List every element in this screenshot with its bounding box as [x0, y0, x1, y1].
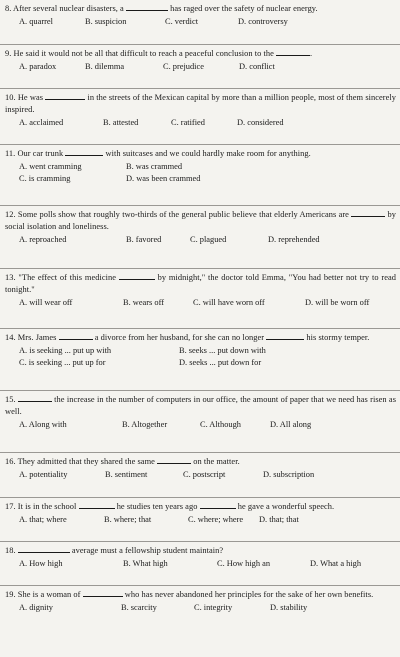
option-d[interactable]: D. All along — [270, 420, 312, 429]
stem-text: by midnight," the doctor told Emma, "You had better not try to read tonight." — [5, 273, 397, 294]
answer-blank — [18, 393, 52, 402]
option-a[interactable]: A. dignity — [19, 603, 53, 612]
option-b[interactable]: B. Altogether — [122, 420, 168, 429]
options-row — [5, 602, 396, 613]
question-19 — [0, 585, 400, 613]
question-14 — [0, 328, 400, 368]
option-d[interactable]: D. will be worn off — [305, 298, 370, 307]
option-a[interactable]: A. paradox — [19, 62, 57, 71]
stem-text: 11. Our car trunk — [5, 149, 66, 158]
question-stem — [5, 588, 396, 601]
stem-text: 12. Some polls show that roughly two-thirds of the general public believe that elderly Americans are — [5, 210, 352, 219]
options-row — [5, 514, 396, 525]
question-stem — [5, 393, 396, 418]
option-c[interactable]: C. plagued — [190, 235, 227, 244]
option-c[interactable]: C. prejudice — [163, 62, 204, 71]
question-9 — [0, 44, 400, 72]
question-16 — [0, 452, 400, 480]
option-c[interactable]: C. How high an — [217, 559, 271, 568]
answer-blank — [79, 500, 115, 509]
question-stem — [5, 271, 396, 296]
question-11 — [0, 144, 400, 184]
option-c[interactable]: C. postscript — [183, 470, 226, 479]
answer-blank — [266, 331, 304, 340]
question-stem — [5, 47, 396, 60]
question-18 — [0, 541, 400, 569]
options-row — [5, 234, 396, 245]
options-row — [5, 345, 396, 356]
stem-text: with suitcases and we could hardly make room for anything. — [103, 149, 311, 158]
option-b[interactable]: B. sentiment — [105, 470, 148, 479]
stem-text: 14. Mrs. James — [5, 333, 59, 342]
option-a[interactable]: A. acclaimed — [19, 118, 64, 127]
option-d[interactable]: D. reprehended — [268, 235, 320, 244]
answer-blank — [276, 47, 313, 58]
option-c[interactable]: C. is seeking ... put up for — [19, 358, 106, 367]
option-b[interactable]: B. where; that — [104, 515, 152, 524]
stem-text: 10. He was — [5, 93, 46, 102]
options-row — [5, 469, 396, 480]
options-row — [5, 117, 396, 128]
question-stem — [5, 544, 396, 557]
option-d[interactable]: D. that; that — [259, 515, 299, 524]
question-stem — [5, 2, 396, 15]
option-a[interactable]: A. Along with — [19, 420, 67, 429]
answer-blank — [200, 500, 236, 509]
stem-text: 17. It is in the school — [5, 502, 79, 511]
option-a[interactable]: A. went cramming — [19, 162, 82, 171]
question-13 — [0, 268, 400, 308]
options-row — [5, 419, 396, 430]
option-b[interactable]: B. favored — [126, 235, 162, 244]
question-8 — [0, 0, 400, 27]
option-a[interactable]: A. that; where — [19, 515, 67, 524]
answer-blank — [83, 588, 123, 597]
stem-text: 9. He said it would not be all that difficult to reach a peaceful conclusion to the — [5, 49, 277, 58]
answer-blank — [119, 271, 155, 280]
option-a[interactable]: A. reproached — [19, 235, 67, 244]
answer-blank — [45, 91, 85, 100]
options-row — [5, 61, 396, 72]
stem-text: a divorce from her husband, for she can no longer — [92, 333, 267, 342]
question-15 — [0, 390, 400, 430]
stem-text: 13. "The effect of this medicine — [5, 273, 119, 282]
option-a[interactable]: A. How high — [19, 559, 63, 568]
option-d[interactable]: D. considered — [237, 118, 284, 127]
stem-text: . — [310, 49, 313, 58]
option-c[interactable]: C. integrity — [194, 603, 233, 612]
stem-text: has raged over the safety of nuclear energy. — [167, 4, 318, 13]
stem-text: on the matter. — [191, 457, 240, 466]
answer-blank — [157, 455, 191, 464]
stem-text: average must a fellowship student maintain? — [69, 546, 224, 555]
question-stem — [5, 147, 396, 160]
option-a[interactable]: A. will wear off — [19, 298, 73, 307]
option-b[interactable]: B. suspicion — [85, 17, 127, 26]
stem-text: he gave a wonderful speech. — [235, 502, 335, 511]
option-c[interactable]: C. Although — [200, 420, 241, 429]
option-b[interactable]: B. scarcity — [121, 603, 157, 612]
stem-text: in the streets of the Mexican capital by more than a million people, most of them sincerely inspired. — [5, 93, 396, 114]
option-d[interactable]: D. What a high — [310, 559, 362, 568]
question-stem — [5, 455, 396, 468]
stem-text: he studies ten years ago — [114, 502, 200, 511]
question-stem — [5, 331, 396, 344]
stem-text: by social isolation and loneliness. — [5, 210, 396, 231]
option-d[interactable]: D. subscription — [263, 470, 315, 479]
option-d[interactable]: D. seeks ... put down for — [179, 358, 262, 367]
stem-text: 8. After several nuclear disasters, a — [5, 4, 126, 13]
option-b[interactable]: B. seeks ... put down with — [179, 346, 266, 355]
option-a[interactable]: A. is seeking ... put up with — [19, 346, 112, 355]
option-c[interactable]: C. is cramming — [19, 174, 71, 183]
question-stem — [5, 500, 396, 513]
answer-blank — [65, 147, 103, 156]
stem-text: who has never abandoned her principles for the sake of her own benefits. — [122, 590, 374, 599]
option-d[interactable]: D. conflict — [239, 62, 275, 71]
question-stem — [5, 91, 396, 116]
option-d[interactable]: D. controversy — [238, 17, 288, 26]
answer-blank — [126, 2, 168, 11]
option-b[interactable]: B. What high — [123, 559, 168, 568]
option-a[interactable]: A. quarrel — [19, 17, 53, 26]
options-row — [5, 357, 396, 368]
answer-blank — [351, 208, 385, 217]
question-10 — [0, 88, 400, 128]
stem-text: 19. She is a woman of — [5, 590, 83, 599]
question-17 — [0, 497, 400, 525]
option-d[interactable]: D. was been crammed — [126, 174, 201, 183]
options-row — [5, 16, 396, 27]
option-c[interactable]: C. verdict — [165, 17, 199, 26]
option-c[interactable]: C. ratified — [171, 118, 205, 127]
stem-text: 18. — [5, 546, 18, 555]
option-d[interactable]: D. stability — [270, 603, 308, 612]
stem-text: 15. — [5, 395, 18, 404]
stem-text: 16. They admitted that they shared the same — [5, 457, 158, 466]
option-b[interactable]: B. attested — [103, 118, 139, 127]
option-c[interactable]: C. where; where — [188, 515, 244, 524]
options-row — [5, 173, 396, 184]
stem-text: the increase in the number of computers in our office, the amount of paper that we need has risen as well. — [5, 395, 397, 416]
options-row — [5, 161, 396, 172]
option-c[interactable]: C. will have worn off — [193, 298, 265, 307]
option-a[interactable]: A. potentiality — [19, 470, 68, 479]
answer-blank — [59, 331, 93, 340]
question-stem — [5, 208, 396, 233]
options-row — [5, 558, 396, 569]
option-b[interactable]: B. wears off — [123, 298, 165, 307]
stem-text: his stormy temper. — [304, 333, 370, 342]
answer-blank — [18, 544, 70, 553]
option-b[interactable]: B. dilemma — [85, 62, 125, 71]
question-12 — [0, 205, 400, 245]
options-row — [5, 297, 396, 308]
option-b[interactable]: B. was crammed — [126, 162, 183, 171]
